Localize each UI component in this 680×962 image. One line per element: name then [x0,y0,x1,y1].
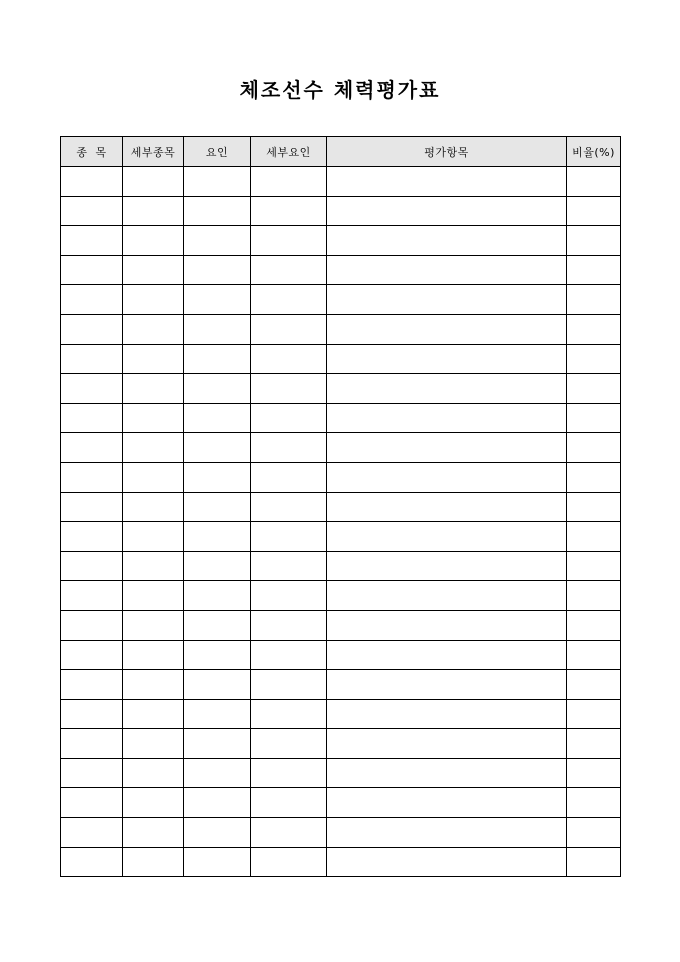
cell-sub-factor[interactable] [251,255,327,285]
table-row [61,729,621,759]
cell-ratio[interactable] [567,314,621,344]
cell-factor[interactable] [184,255,251,285]
header-ratio: 비율(%) [567,137,621,167]
table-row [61,847,621,877]
cell-evaluation-item[interactable] [327,758,567,788]
cell-ratio[interactable] [567,670,621,700]
cell-event[interactable] [61,167,123,197]
cell-factor[interactable] [184,699,251,729]
cell-sub-event[interactable] [123,640,184,670]
cell-sub-factor[interactable] [251,581,327,611]
cell-sub-event[interactable] [123,847,184,877]
cell-ratio[interactable] [567,581,621,611]
cell-ratio[interactable] [567,847,621,877]
table-row [61,167,621,197]
cell-sub-event[interactable] [123,818,184,848]
cell-sub-event[interactable] [123,492,184,522]
cell-event[interactable] [61,758,123,788]
cell-factor[interactable] [184,551,251,581]
cell-sub-factor[interactable] [251,818,327,848]
cell-factor[interactable] [184,492,251,522]
cell-ratio[interactable] [567,462,621,492]
cell-sub-factor[interactable] [251,699,327,729]
cell-factor[interactable] [184,196,251,226]
cell-sub-event[interactable] [123,196,184,226]
cell-evaluation-item[interactable] [327,640,567,670]
cell-sub-factor[interactable] [251,492,327,522]
cell-sub-factor[interactable] [251,285,327,315]
cell-event[interactable] [61,344,123,374]
cell-evaluation-item[interactable] [327,314,567,344]
cell-event[interactable] [61,314,123,344]
table-row [61,433,621,463]
cell-sub-event[interactable] [123,788,184,818]
cell-factor[interactable] [184,522,251,552]
cell-event[interactable] [61,285,123,315]
cell-factor[interactable] [184,314,251,344]
cell-factor[interactable] [184,610,251,640]
cell-event[interactable] [61,640,123,670]
cell-event[interactable] [61,255,123,285]
cell-evaluation-item[interactable] [327,670,567,700]
cell-factor[interactable] [184,788,251,818]
cell-factor[interactable] [184,344,251,374]
table-row [61,610,621,640]
cell-event[interactable] [61,226,123,256]
cell-evaluation-item[interactable] [327,581,567,611]
table-row [61,581,621,611]
cell-sub-factor[interactable] [251,640,327,670]
cell-evaluation-item[interactable] [327,344,567,374]
table-row [61,374,621,404]
cell-sub-event[interactable] [123,285,184,315]
table-row [61,403,621,433]
table-header-row [61,137,621,167]
cell-event[interactable] [61,196,123,226]
cell-event[interactable] [61,522,123,552]
cell-factor[interactable] [184,403,251,433]
cell-evaluation-item[interactable] [327,788,567,818]
cell-ratio[interactable] [567,433,621,463]
cell-evaluation-item[interactable] [327,699,567,729]
cell-sub-event[interactable] [123,374,184,404]
table-row [61,314,621,344]
cell-sub-event[interactable] [123,699,184,729]
cell-ratio[interactable] [567,699,621,729]
cell-evaluation-item[interactable] [327,255,567,285]
cell-evaluation-item[interactable] [327,167,567,197]
cell-evaluation-item[interactable] [327,196,567,226]
cell-event[interactable] [61,818,123,848]
cell-factor[interactable] [184,226,251,256]
table-row [61,670,621,700]
cell-factor[interactable] [184,729,251,759]
cell-sub-factor[interactable] [251,551,327,581]
cell-evaluation-item[interactable] [327,551,567,581]
cell-ratio[interactable] [567,610,621,640]
cell-sub-factor[interactable] [251,374,327,404]
cell-ratio[interactable] [567,492,621,522]
cell-sub-event[interactable] [123,670,184,700]
cell-ratio[interactable] [567,285,621,315]
cell-event[interactable] [61,433,123,463]
cell-evaluation-item[interactable] [327,433,567,463]
cell-factor[interactable] [184,462,251,492]
table-body [61,167,621,877]
cell-ratio[interactable] [567,226,621,256]
cell-ratio[interactable] [567,818,621,848]
header-sub-factor: 세부요인 [251,137,327,167]
cell-sub-factor[interactable] [251,344,327,374]
cell-evaluation-item[interactable] [327,462,567,492]
cell-factor[interactable] [184,433,251,463]
table-row [61,492,621,522]
cell-sub-factor[interactable] [251,403,327,433]
cell-ratio[interactable] [567,522,621,552]
table-row [61,699,621,729]
cell-sub-event[interactable] [123,581,184,611]
cell-sub-event[interactable] [123,167,184,197]
cell-factor[interactable] [184,640,251,670]
cell-sub-factor[interactable] [251,847,327,877]
cell-event[interactable] [61,581,123,611]
cell-event[interactable] [61,788,123,818]
cell-sub-event[interactable] [123,255,184,285]
cell-event[interactable] [61,492,123,522]
cell-sub-factor[interactable] [251,729,327,759]
table-row [61,788,621,818]
header-factor: 요인 [184,137,251,167]
cell-ratio[interactable] [567,640,621,670]
cell-event[interactable] [61,403,123,433]
cell-sub-factor[interactable] [251,670,327,700]
table-row [61,522,621,552]
cell-evaluation-item[interactable] [327,492,567,522]
cell-evaluation-item[interactable] [327,847,567,877]
cell-event[interactable] [61,551,123,581]
cell-sub-event[interactable] [123,610,184,640]
cell-sub-factor[interactable] [251,196,327,226]
cell-factor[interactable] [184,374,251,404]
cell-event[interactable] [61,670,123,700]
cell-ratio[interactable] [567,255,621,285]
cell-sub-event[interactable] [123,462,184,492]
cell-factor[interactable] [184,167,251,197]
cell-evaluation-item[interactable] [327,610,567,640]
cell-sub-factor[interactable] [251,314,327,344]
cell-sub-factor[interactable] [251,167,327,197]
table-row [61,285,621,315]
table-row [61,196,621,226]
cell-evaluation-item[interactable] [327,522,567,552]
cell-factor[interactable] [184,847,251,877]
cell-sub-event[interactable] [123,344,184,374]
cell-factor[interactable] [184,758,251,788]
cell-ratio[interactable] [567,403,621,433]
table-row [61,344,621,374]
table-row [61,551,621,581]
table-row [61,226,621,256]
cell-evaluation-item[interactable] [327,226,567,256]
cell-sub-event[interactable] [123,226,184,256]
table-row [61,818,621,848]
cell-sub-factor[interactable] [251,788,327,818]
cell-sub-factor[interactable] [251,610,327,640]
cell-factor[interactable] [184,285,251,315]
cell-factor[interactable] [184,670,251,700]
cell-event[interactable] [61,847,123,877]
cell-sub-event[interactable] [123,314,184,344]
cell-event[interactable] [61,729,123,759]
cell-sub-event[interactable] [123,403,184,433]
table-row [61,462,621,492]
cell-event[interactable] [61,610,123,640]
cell-sub-factor[interactable] [251,462,327,492]
cell-sub-factor[interactable] [251,522,327,552]
cell-sub-event[interactable] [123,522,184,552]
cell-event[interactable] [61,462,123,492]
header-evaluation-item: 평가항목 [327,137,567,167]
cell-evaluation-item[interactable] [327,818,567,848]
cell-ratio[interactable] [567,196,621,226]
cell-ratio[interactable] [567,758,621,788]
cell-evaluation-item[interactable] [327,285,567,315]
table-row [61,640,621,670]
cell-evaluation-item[interactable] [327,729,567,759]
cell-sub-event[interactable] [123,729,184,759]
cell-ratio[interactable] [567,374,621,404]
cell-sub-event[interactable] [123,551,184,581]
cell-ratio[interactable] [567,551,621,581]
cell-event[interactable] [61,374,123,404]
page-title: 체조선수 체력평가표 [239,78,441,102]
header-event: 종 목 [61,137,123,167]
cell-evaluation-item[interactable] [327,374,567,404]
cell-factor[interactable] [184,818,251,848]
cell-ratio[interactable] [567,344,621,374]
evaluation-table [60,136,621,877]
header-sub-event: 세부종목 [123,137,184,167]
cell-sub-factor[interactable] [251,433,327,463]
cell-sub-event[interactable] [123,433,184,463]
cell-event[interactable] [61,699,123,729]
cell-sub-factor[interactable] [251,226,327,256]
cell-sub-event[interactable] [123,758,184,788]
cell-ratio[interactable] [567,167,621,197]
cell-evaluation-item[interactable] [327,403,567,433]
table-row [61,758,621,788]
cell-ratio[interactable] [567,788,621,818]
cell-sub-factor[interactable] [251,758,327,788]
table-row [61,255,621,285]
cell-ratio[interactable] [567,729,621,759]
cell-factor[interactable] [184,581,251,611]
